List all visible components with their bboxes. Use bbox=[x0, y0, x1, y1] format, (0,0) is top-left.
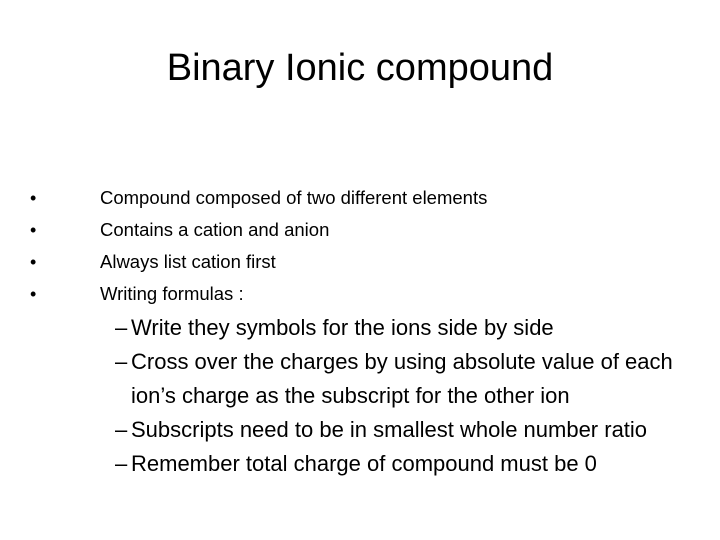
sub-bullet-text: Remember total charge of compound must be 0 bbox=[131, 451, 597, 476]
dash-icon: – bbox=[115, 451, 128, 476]
sub-bullet-item bbox=[115, 413, 675, 447]
bullet-list bbox=[20, 182, 680, 310]
bullet-item bbox=[20, 278, 680, 310]
slide-title: Binary Ionic compound bbox=[166, 47, 554, 89]
dash-icon: – bbox=[115, 349, 128, 374]
bullet-text: Always list cation first bbox=[100, 251, 276, 272]
bullet-item bbox=[20, 182, 680, 214]
bullet-icon: • bbox=[30, 252, 37, 272]
bullet-item bbox=[20, 246, 680, 278]
bullet-text: Contains a cation and anion bbox=[100, 219, 330, 240]
dash-icon: – bbox=[115, 417, 128, 442]
sub-bullet-item bbox=[115, 447, 675, 481]
sub-bullet-text: Cross over the charges by using absolute value of each ion’s charge as the subscript for the other ion bbox=[131, 349, 673, 408]
bullet-icon: • bbox=[30, 220, 37, 240]
bullet-text: Writing formulas : bbox=[100, 283, 244, 304]
dash-icon: – bbox=[115, 315, 128, 340]
sub-bullet-list bbox=[115, 311, 675, 481]
sub-bullet-text: Write they symbols for the ions side by side bbox=[131, 315, 554, 340]
sub-bullet-item bbox=[115, 345, 675, 413]
bullet-icon: • bbox=[30, 188, 37, 208]
bullet-text: Compound composed of two different elements bbox=[100, 187, 488, 208]
bullet-icon: • bbox=[30, 284, 37, 304]
sub-bullet-text: Subscripts need to be in smallest whole number ratio bbox=[131, 417, 648, 442]
bullet-item bbox=[20, 214, 680, 246]
sub-bullet-item bbox=[115, 311, 675, 345]
